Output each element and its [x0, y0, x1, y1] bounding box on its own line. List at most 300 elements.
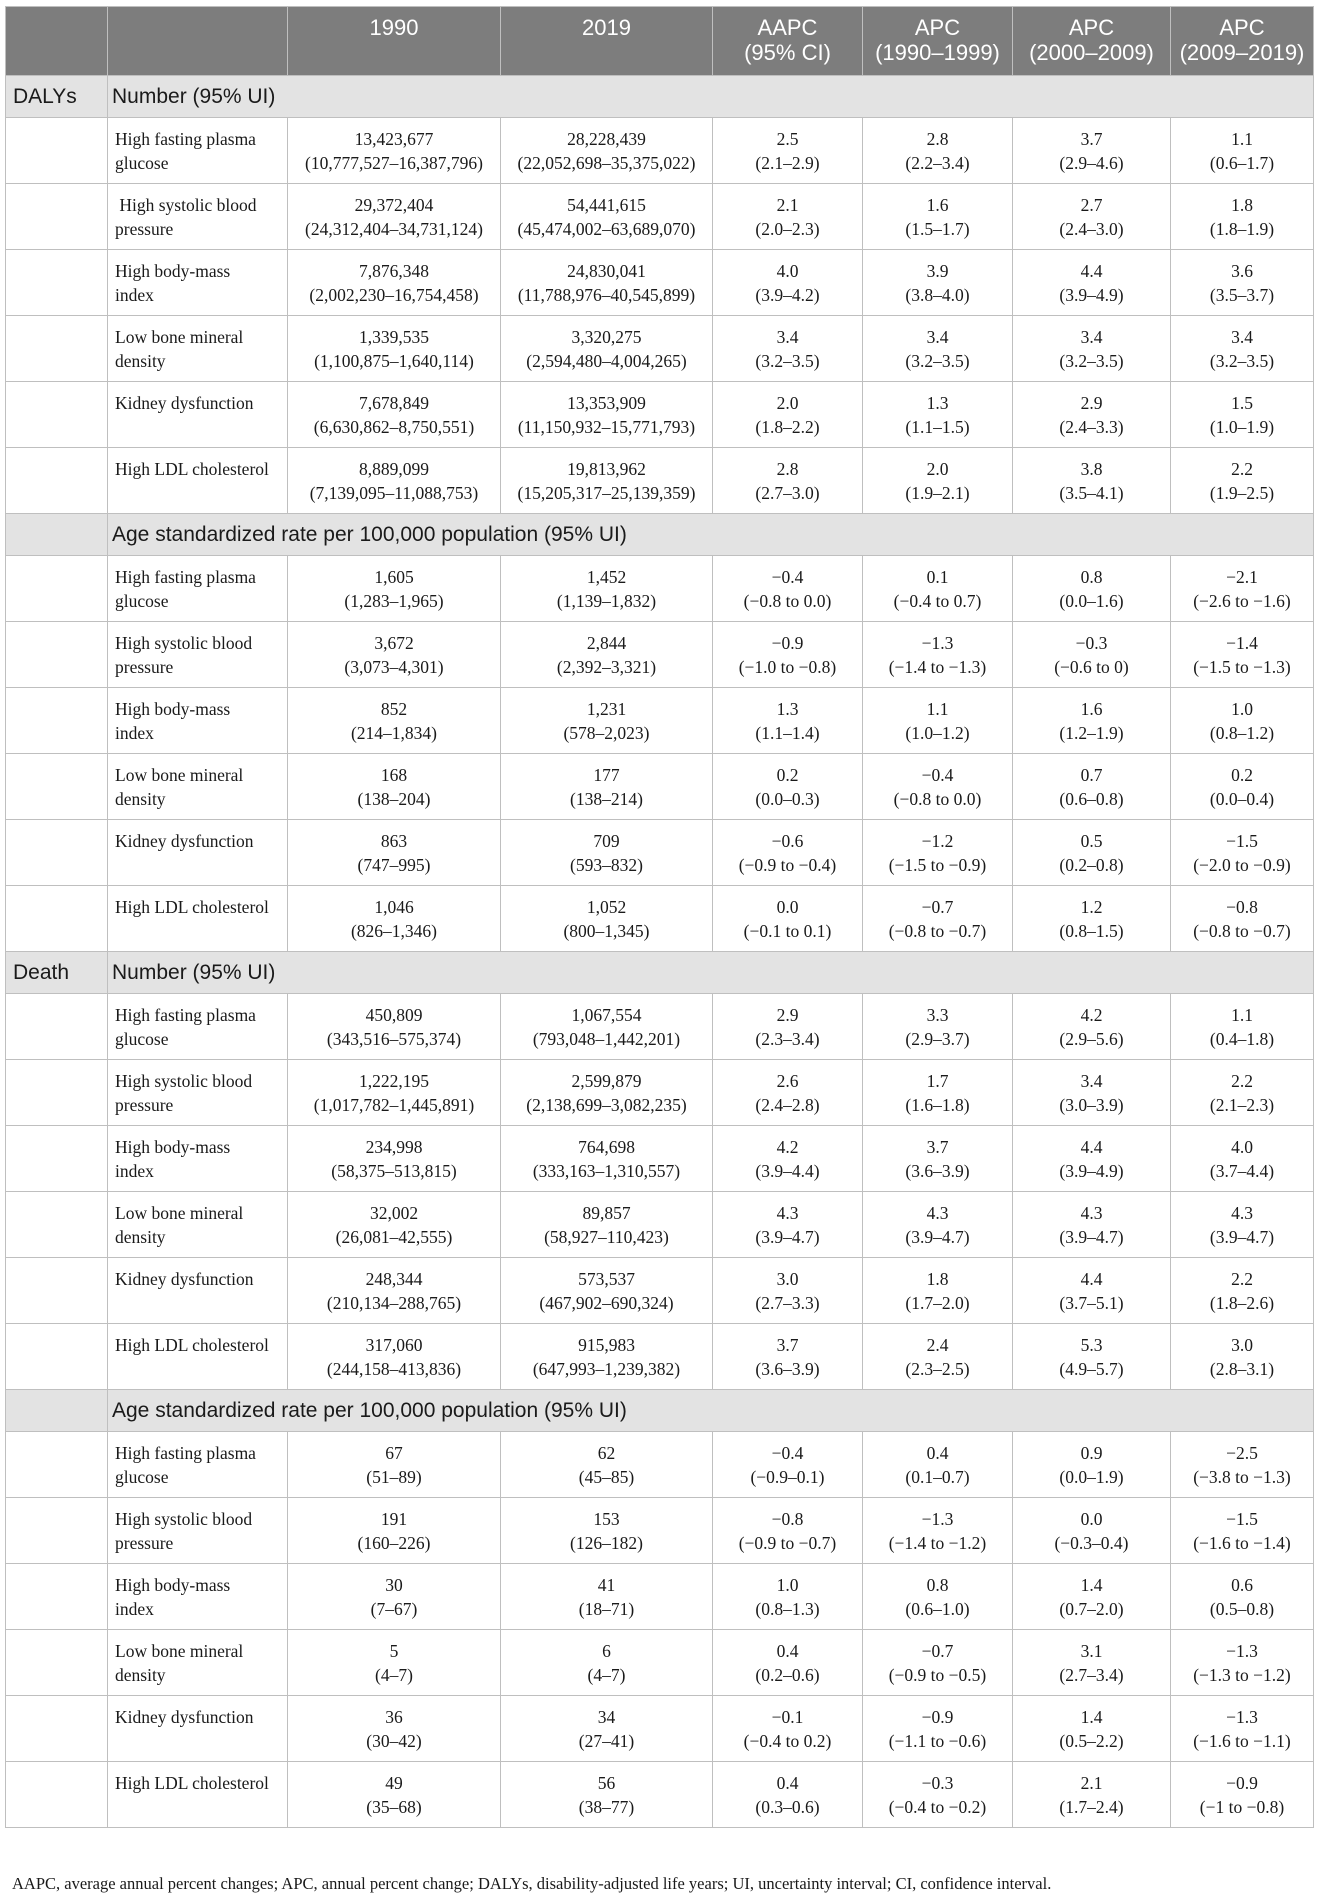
interval-value: (51–89): [366, 1467, 422, 1487]
header-1990-label: 1990: [369, 15, 419, 40]
interval-value: (1,139–1,832): [556, 591, 657, 611]
risk-factor-name-line: High body-mass: [115, 261, 231, 281]
apc-2000-2009-cell: [1013, 250, 1171, 316]
interval-value: (3,073–4,301): [344, 657, 444, 677]
table-row: [6, 1324, 1314, 1390]
risk-factor-cell: [108, 1432, 288, 1498]
interval-value: (0.0–0.4): [1209, 789, 1275, 809]
estimate-value: −2.5: [1226, 1443, 1258, 1463]
apc-2009-2019-cell: [1171, 994, 1314, 1060]
apc-1990-1999-cell: [863, 1498, 1013, 1564]
estimate-value: 7,876,348: [359, 261, 429, 281]
risk-factor-cell: [108, 1696, 288, 1762]
estimate-value: 3.4: [926, 327, 949, 347]
header-cell-factor: [108, 7, 288, 76]
section-measure-label: Number (95% UI): [108, 952, 1314, 994]
estimate-value: 3,672: [374, 633, 414, 653]
header-cell-apc-2000-2009: [1013, 7, 1171, 76]
interval-value: (0.5–0.8): [1209, 1599, 1275, 1619]
estimate-value: 0.4: [926, 1443, 949, 1463]
risk-factor-cell: [108, 118, 288, 184]
estimate-value: 3,320,275: [571, 327, 642, 347]
estimate-value: 29,372,404: [354, 195, 434, 215]
group-spacer-cell: [6, 382, 108, 448]
estimate-value: 3.7: [926, 1137, 949, 1157]
risk-factor-name-line: Kidney dysfunction: [115, 831, 254, 851]
risk-factor-name-line: High fasting plasma: [115, 1005, 256, 1025]
estimate-value: 573,537: [578, 1269, 635, 1289]
interval-value: (0.0–1.6): [1059, 591, 1124, 611]
apc-2009-2019-cell: [1171, 316, 1314, 382]
risk-factor-name-line: index: [115, 723, 154, 743]
interval-value: (30–42): [366, 1731, 422, 1751]
interval-value: (0.3–0.6): [755, 1797, 820, 1817]
estimate-value: −1.3: [1226, 1641, 1258, 1661]
interval-value: (3.2–3.5): [1059, 351, 1124, 371]
estimate-value: −0.1: [771, 1707, 804, 1727]
estimate-value: 764,698: [578, 1137, 635, 1157]
estimate-value: 2,599,879: [571, 1071, 642, 1091]
interval-value: (467,902–690,324): [539, 1293, 674, 1313]
value-1990-cell: [288, 820, 501, 886]
estimate-value: 153: [593, 1509, 620, 1529]
value-2019-cell: [501, 316, 713, 382]
interval-value: (1.5–1.7): [905, 219, 970, 239]
estimate-value: −0.4: [771, 567, 804, 587]
apc-1990-1999-cell: [863, 1696, 1013, 1762]
value-2019-cell: [501, 886, 713, 952]
risk-factor-name-line: density: [115, 789, 166, 809]
apc-2000-2009-cell: [1013, 886, 1171, 952]
value-2019-cell: [501, 1696, 713, 1762]
estimate-value: 177: [593, 765, 620, 785]
estimate-value: 1,222,195: [359, 1071, 429, 1091]
risk-factor-cell: [108, 886, 288, 952]
risk-factor-name-line: Low bone mineral: [115, 1641, 244, 1661]
estimate-value: 234,998: [365, 1137, 423, 1157]
risk-factor-name-line: index: [115, 285, 154, 305]
apc-2000-2009-cell: [1013, 820, 1171, 886]
apc-2009-2019-cell: [1171, 448, 1314, 514]
estimate-value: 0.4: [776, 1641, 799, 1661]
table-row: [6, 1432, 1314, 1498]
estimate-value: 1,052: [586, 897, 627, 917]
interval-value: (4.9–5.7): [1059, 1359, 1124, 1379]
risk-factor-cell: [108, 448, 288, 514]
interval-value: (1,283–1,965): [344, 591, 444, 611]
group-spacer-cell: [6, 622, 108, 688]
interval-value: (793,048–1,442,201): [532, 1029, 681, 1049]
risk-factor-cell: [108, 184, 288, 250]
header-apc3-sublabel: (2009–2019): [1179, 40, 1305, 65]
table-row: [6, 448, 1314, 514]
interval-value: (18–71): [578, 1599, 635, 1619]
interval-value: (2.9–5.6): [1059, 1029, 1124, 1049]
group-spacer-cell: [6, 118, 108, 184]
aapc-cell: [713, 556, 863, 622]
estimate-value: −0.9: [1226, 1773, 1258, 1793]
section-header-row: [6, 514, 1314, 556]
interval-value: (1.7–2.0): [905, 1293, 970, 1313]
estimate-value: 0.0: [776, 897, 799, 917]
interval-value: (2.4–3.3): [1059, 417, 1124, 437]
estimate-value: 248,344: [365, 1269, 423, 1289]
group-spacer-cell: [6, 1696, 108, 1762]
interval-value: (3.9–4.2): [755, 285, 820, 305]
interval-value: (2.7–3.4): [1059, 1665, 1124, 1685]
value-2019-cell: [501, 1324, 713, 1390]
interval-value: (26,081–42,555): [335, 1227, 453, 1247]
estimate-value: −1.3: [1226, 1707, 1258, 1727]
estimate-value: −1.2: [921, 831, 954, 851]
aapc-cell: [713, 754, 863, 820]
interval-value: (−1.3 to −1.2): [1193, 1665, 1291, 1685]
risk-factor-name-line: index: [115, 1599, 154, 1619]
value-2019-cell: [501, 1060, 713, 1126]
header-aapc-label: AAPC: [757, 15, 818, 40]
estimate-value: 852: [380, 699, 408, 719]
value-2019-cell: [501, 118, 713, 184]
estimate-value: 2.1: [1080, 1773, 1103, 1793]
interval-value: (4–7): [375, 1665, 413, 1685]
aapc-cell: [713, 448, 863, 514]
risk-factor-name-line: index: [115, 1161, 154, 1181]
estimate-value: −0.4: [921, 765, 954, 785]
header-apc1-sublabel: (1990–1999): [875, 40, 1000, 65]
risk-factor-cell: [108, 250, 288, 316]
apc-1990-1999-cell: [863, 1432, 1013, 1498]
group-spacer-cell: [6, 994, 108, 1060]
estimate-value: 2.7: [1080, 195, 1103, 215]
interval-value: (593–832): [570, 855, 643, 875]
interval-value: (1.9–2.1): [905, 483, 970, 503]
apc-2009-2019-cell: [1171, 1432, 1314, 1498]
estimate-value: 1.4: [1080, 1707, 1103, 1727]
interval-value: (2.9–3.7): [905, 1029, 970, 1049]
risk-factor-name-line: High systolic blood: [115, 1509, 253, 1529]
estimate-value: −0.7: [921, 897, 954, 917]
aapc-cell: [713, 382, 863, 448]
estimate-value: 2,844: [586, 633, 627, 653]
interval-value: (−1.4 to −1.2): [888, 1533, 987, 1553]
interval-value: (−3.8 to −1.3): [1193, 1467, 1291, 1487]
apc-1990-1999-cell: [863, 886, 1013, 952]
apc-2009-2019-cell: [1171, 1696, 1314, 1762]
apc-2000-2009-cell: [1013, 1324, 1171, 1390]
table-row: [6, 1498, 1314, 1564]
table-row: [6, 820, 1314, 886]
interval-value: (7–67): [370, 1599, 418, 1619]
estimate-value: 2.9: [776, 1005, 799, 1025]
table-footnote: AAPC, average annual percent changes; APC, annual percent change; DALYs, disability-adjusted life years; UI, uncertainty interval; CI, confidence interval.: [12, 1874, 1052, 1893]
table-row: [6, 316, 1314, 382]
estimate-value: 4.2: [1080, 1005, 1103, 1025]
estimate-value: 1,046: [374, 897, 414, 917]
interval-value: (2.0–2.3): [755, 219, 820, 239]
estimate-value: 1.6: [926, 195, 949, 215]
value-1990-cell: [288, 1432, 501, 1498]
group-spacer-cell: [6, 1258, 108, 1324]
interval-value: (3.9–4.7): [1059, 1227, 1124, 1247]
apc-2000-2009-cell: [1013, 1126, 1171, 1192]
value-2019-cell: [501, 994, 713, 1060]
apc-2009-2019-cell: [1171, 118, 1314, 184]
apc-2009-2019-cell: [1171, 1498, 1314, 1564]
estimate-value: 1.6: [1080, 699, 1103, 719]
value-1990-cell: [288, 1324, 501, 1390]
risk-factor-cell: [108, 622, 288, 688]
value-1990-cell: [288, 448, 501, 514]
interval-value: (2.9–4.6): [1059, 153, 1124, 173]
interval-value: (−1.1 to −0.6): [888, 1731, 987, 1751]
interval-value: (0.8–1.3): [755, 1599, 820, 1619]
apc-1990-1999-cell: [863, 556, 1013, 622]
estimate-value: 1.8: [1231, 195, 1253, 215]
apc-2009-2019-cell: [1171, 1762, 1314, 1828]
group-spacer-cell: [6, 1324, 108, 1390]
apc-1990-1999-cell: [863, 382, 1013, 448]
interval-value: (−0.9 to −0.5): [888, 1665, 987, 1685]
value-1990-cell: [288, 1126, 501, 1192]
header-apc3-label: APC: [1219, 15, 1265, 40]
header-cell-2019: [501, 7, 713, 76]
interval-value: (−0.4 to −0.2): [888, 1797, 987, 1817]
estimate-value: 1.7: [926, 1071, 949, 1091]
header-aapc-sublabel: (95% CI): [744, 40, 831, 65]
estimate-value: 7,678,849: [359, 393, 429, 413]
estimate-value: 3.4: [776, 327, 799, 347]
value-1990-cell: [288, 994, 501, 1060]
interval-value: (58,927–110,423): [544, 1227, 669, 1247]
apc-1990-1999-cell: [863, 1762, 1013, 1828]
interval-value: (−1.5 to −1.3): [1193, 657, 1291, 677]
interval-value: (3.2–3.5): [905, 351, 970, 371]
apc-2009-2019-cell: [1171, 622, 1314, 688]
interval-value: (−1.0 to −0.8): [738, 657, 837, 677]
table-row: [6, 556, 1314, 622]
estimate-value: 3.7: [776, 1335, 799, 1355]
risk-factor-name-line: Low bone mineral: [115, 327, 244, 347]
aapc-cell: [713, 1498, 863, 1564]
value-2019-cell: [501, 1192, 713, 1258]
value-1990-cell: [288, 1762, 501, 1828]
estimate-value: 62: [597, 1443, 616, 1463]
interval-value: (214–1,834): [350, 723, 438, 743]
estimate-value: 1,605: [374, 567, 414, 587]
risk-factor-name-line: High body-mass: [115, 1575, 231, 1595]
group-spacer-cell: [6, 1432, 108, 1498]
estimate-value: 709: [593, 831, 620, 851]
section-group-label: [6, 514, 108, 556]
aapc-cell: [713, 316, 863, 382]
risk-factor-table: [5, 6, 1314, 1828]
estimate-value: 1,067,554: [571, 1005, 642, 1025]
estimate-value: 0.2: [1231, 765, 1253, 785]
estimate-value: 3.6: [1231, 261, 1253, 281]
value-2019-cell: [501, 1432, 713, 1498]
interval-value: (−2.0 to −0.9): [1193, 855, 1291, 875]
value-2019-cell: [501, 622, 713, 688]
estimate-value: 3.4: [1231, 327, 1253, 347]
value-1990-cell: [288, 622, 501, 688]
apc-1990-1999-cell: [863, 184, 1013, 250]
interval-value: (−0.1 to 0.1): [743, 921, 832, 941]
risk-factor-cell: [108, 1258, 288, 1324]
estimate-value: 168: [380, 765, 408, 785]
apc-2009-2019-cell: [1171, 556, 1314, 622]
interval-value: (3.2–3.5): [755, 351, 820, 371]
header-cell-1990: [288, 7, 501, 76]
estimate-value: 0.2: [776, 765, 799, 785]
value-1990-cell: [288, 316, 501, 382]
interval-value: (2.3–3.4): [755, 1029, 820, 1049]
risk-factor-cell: [108, 688, 288, 754]
interval-value: (578–2,023): [563, 723, 650, 743]
value-1990-cell: [288, 688, 501, 754]
aapc-cell: [713, 688, 863, 754]
aapc-cell: [713, 820, 863, 886]
group-spacer-cell: [6, 1564, 108, 1630]
value-1990-cell: [288, 1630, 501, 1696]
header-2019-label: 2019: [582, 15, 631, 40]
risk-factor-name-line: density: [115, 1665, 166, 1685]
interval-value: (1.1–1.4): [755, 723, 820, 743]
table-row: [6, 1258, 1314, 1324]
apc-2009-2019-cell: [1171, 820, 1314, 886]
group-spacer-cell: [6, 250, 108, 316]
table-row: [6, 1192, 1314, 1258]
interval-value: (3.6–3.9): [755, 1359, 820, 1379]
apc-2009-2019-cell: [1171, 1060, 1314, 1126]
estimate-value: 2.2: [1231, 459, 1253, 479]
apc-1990-1999-cell: [863, 250, 1013, 316]
header-cell-apc-2009-2019: [1171, 7, 1314, 76]
interval-value: (27–41): [578, 1731, 635, 1751]
apc-2009-2019-cell: [1171, 886, 1314, 952]
aapc-cell: [713, 1324, 863, 1390]
risk-factor-name-line: pressure: [115, 657, 174, 677]
group-spacer-cell: [6, 1630, 108, 1696]
interval-value: (343,516–575,374): [326, 1029, 462, 1049]
interval-value: (3.7–4.4): [1209, 1161, 1275, 1181]
table-row: [6, 1564, 1314, 1630]
aapc-cell: [713, 1696, 863, 1762]
risk-factor-name-line: density: [115, 1227, 166, 1247]
estimate-value: 0.1: [926, 567, 949, 587]
risk-factor-cell: [108, 820, 288, 886]
estimate-value: 0.8: [926, 1575, 949, 1595]
risk-factor-name-line: High fasting plasma: [115, 567, 256, 587]
section-group-label: Death: [6, 952, 108, 994]
estimate-value: 28,228,439: [567, 129, 646, 149]
apc-2000-2009-cell: [1013, 994, 1171, 1060]
apc-1990-1999-cell: [863, 1126, 1013, 1192]
estimate-value: −0.3: [921, 1773, 954, 1793]
interval-value: (2,594,480–4,004,265): [526, 351, 687, 371]
estimate-value: −1.5: [1226, 1509, 1258, 1529]
interval-value: (0.8–1.2): [1209, 723, 1275, 743]
estimate-value: −0.7: [921, 1641, 954, 1661]
table-row: [6, 382, 1314, 448]
aapc-cell: [713, 1126, 863, 1192]
interval-value: (3.9–4.4): [755, 1161, 820, 1181]
interval-value: (1.0–1.2): [905, 723, 970, 743]
apc-2000-2009-cell: [1013, 1192, 1171, 1258]
interval-value: (2,002,230–16,754,458): [309, 285, 479, 305]
group-spacer-cell: [6, 1060, 108, 1126]
apc-2000-2009-cell: [1013, 622, 1171, 688]
interval-value: (0.4–1.8): [1209, 1029, 1275, 1049]
risk-factor-name-line: pressure: [115, 1095, 174, 1115]
estimate-value: 2.2: [1231, 1071, 1253, 1091]
estimate-value: 5: [389, 1641, 399, 1661]
risk-factor-name-line: glucose: [115, 153, 169, 173]
apc-2009-2019-cell: [1171, 1126, 1314, 1192]
group-spacer-cell: [6, 556, 108, 622]
risk-factor-name-line: Kidney dysfunction: [115, 1269, 254, 1289]
value-1990-cell: [288, 886, 501, 952]
value-2019-cell: [501, 1630, 713, 1696]
estimate-value: 56: [597, 1773, 616, 1793]
interval-value: (2.8–3.1): [1209, 1359, 1275, 1379]
section-header-row: [6, 1390, 1314, 1432]
interval-value: (−0.9 to −0.7): [738, 1533, 837, 1553]
interval-value: (−0.9 to −0.4): [738, 855, 837, 875]
value-2019-cell: [501, 556, 713, 622]
apc-1990-1999-cell: [863, 688, 1013, 754]
risk-factor-cell: [108, 1762, 288, 1828]
risk-factor-name-line: glucose: [115, 1029, 169, 1049]
risk-factor-name-line: High fasting plasma: [115, 1443, 256, 1463]
interval-value: (333,163–1,310,557): [532, 1161, 681, 1181]
interval-value: (−1.6 to −1.1): [1193, 1731, 1291, 1751]
estimate-value: 0.5: [1080, 831, 1103, 851]
estimate-value: −1.5: [1226, 831, 1258, 851]
table-row: [6, 1126, 1314, 1192]
interval-value: (38–77): [578, 1797, 635, 1817]
estimate-value: 0.0: [1080, 1509, 1103, 1529]
value-1990-cell: [288, 754, 501, 820]
estimate-value: −1.3: [921, 1509, 954, 1529]
estimate-value: 4.0: [776, 261, 799, 281]
risk-factor-cell: [108, 316, 288, 382]
value-2019-cell: [501, 382, 713, 448]
interval-value: (11,150,932–15,771,793): [517, 417, 696, 437]
apc-1990-1999-cell: [863, 1258, 1013, 1324]
interval-value: (−0.8 to 0.0): [893, 789, 982, 809]
estimate-value: −0.6: [771, 831, 804, 851]
aapc-cell: [713, 118, 863, 184]
interval-value: (0.6–0.8): [1059, 789, 1124, 809]
interval-value: (−0.8 to 0.0): [743, 591, 832, 611]
estimate-value: 4.4: [1080, 1137, 1103, 1157]
table-row: [6, 1762, 1314, 1828]
apc-2000-2009-cell: [1013, 1498, 1171, 1564]
estimate-value: 1.4: [1080, 1575, 1103, 1595]
interval-value: (45–85): [578, 1467, 635, 1487]
estimate-value: −0.8: [771, 1509, 804, 1529]
interval-value: (0.5–2.2): [1059, 1731, 1124, 1751]
apc-1990-1999-cell: [863, 820, 1013, 886]
apc-2000-2009-cell: [1013, 1432, 1171, 1498]
interval-value: (1.2–1.9): [1059, 723, 1124, 743]
header-cell-group: [6, 7, 108, 76]
interval-value: (−0.4 to 0.7): [893, 591, 982, 611]
risk-factor-cell: [108, 1324, 288, 1390]
group-spacer-cell: [6, 1498, 108, 1564]
apc-2009-2019-cell: [1171, 1192, 1314, 1258]
estimate-value: 4.3: [1080, 1203, 1103, 1223]
